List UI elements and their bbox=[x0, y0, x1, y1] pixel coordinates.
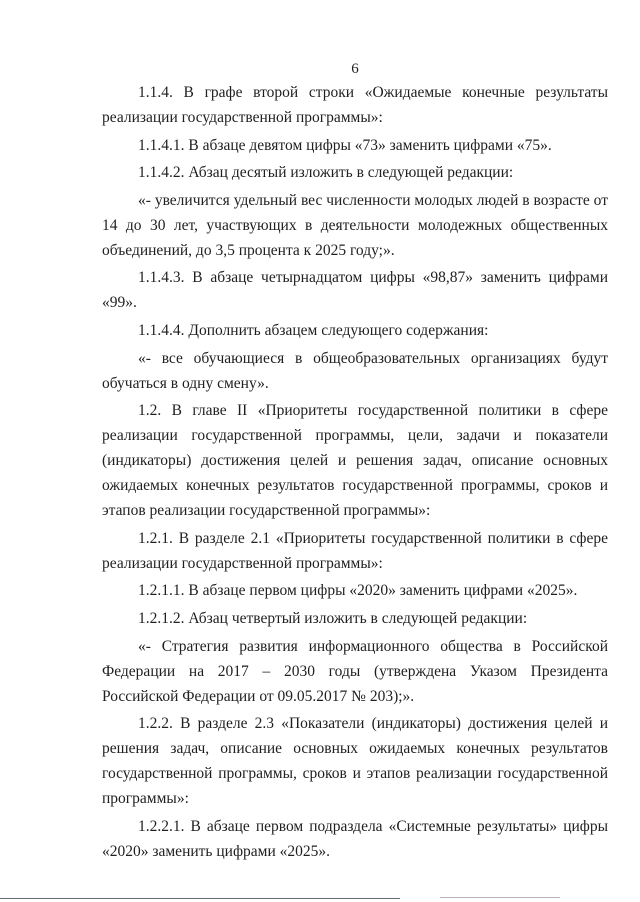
paragraph-1-2-2-1: 1.2.2.1. В абзаце первом подраздела «Системные результаты» цифры «2020» заменить цифрами «2025». bbox=[102, 817, 608, 860]
document-body bbox=[102, 80, 608, 866]
paragraph-1-1-4-2: 1.1.4.2. Абзац десятый изложить в следующей редакции: bbox=[138, 164, 514, 182]
page-number: 6 bbox=[351, 61, 359, 77]
paragraph-1-1-4: 1.1.4. В графе второй строки «Ожидаемые конечные результаты реализации государственной программы»: bbox=[102, 84, 608, 126]
paragraph-1-2-2: 1.2.2. В разделе 2.3 «Показатели (индикаторы) достижения целей и решения задач, описание основных ожидаемых конечных результатов государственной программы, сроков и этапов реализации государственной программы»: bbox=[102, 715, 608, 808]
scan-edge-line bbox=[0, 898, 400, 899]
paragraph-1-2: 1.2. В главе II «Приоритеты государственной политики в сфере реализации государственной программы, цели, задачи и показатели (индикаторы) достижения целей и решения задач, описание основных ожидаемых конечных результатов государственной программы, сроков и этапов реализации государственной программы»: bbox=[102, 402, 608, 520]
paragraph-1-1-4-1: 1.1.4.1. В абзаце девятом цифры «73» заменить цифрами «75». bbox=[138, 136, 552, 154]
scan-edge-line-faint bbox=[440, 897, 560, 898]
paragraph-1-2-1-2: 1.2.1.2. Абзац четвертый изложить в следующей редакции: bbox=[138, 609, 528, 627]
paragraph-1-1-4-4: 1.1.4.4. Дополнить абзацем следующего содержания: bbox=[138, 321, 489, 339]
paragraph-1-1-4-3: 1.1.4.3. В абзаце четырнадцатом цифры «98,87» заменить цифрами «99». bbox=[102, 269, 608, 312]
paragraph-quote-students: «- все обучающиеся в общеобразовательных организациях будут обучаться в одну смену». bbox=[102, 349, 608, 392]
paragraph-1-2-1: 1.2.1. В разделе 2.1 «Приоритеты государственной политики в сфере реализации государственной программы»: bbox=[102, 529, 608, 572]
paragraph-quote-youth: «- увеличится удельный вес численности молодых людей в возрасте от 14 до 30 лет, участвующих в деятельности молодежных общественных объединений, до 3,5 процента к 2025 году;». bbox=[102, 191, 608, 259]
paragraph-1-2-1-1: 1.2.1.1. В абзаце первом цифры «2020» заменить цифрами «2025». bbox=[138, 582, 578, 600]
paragraph-quote-strategy: «- Стратегия развития информационного общества в Российской Федерации на 2017 – 2030 годы (утверждена Указом Президента Российской Федерации от 09.05.2017 № 203);». bbox=[102, 637, 608, 705]
